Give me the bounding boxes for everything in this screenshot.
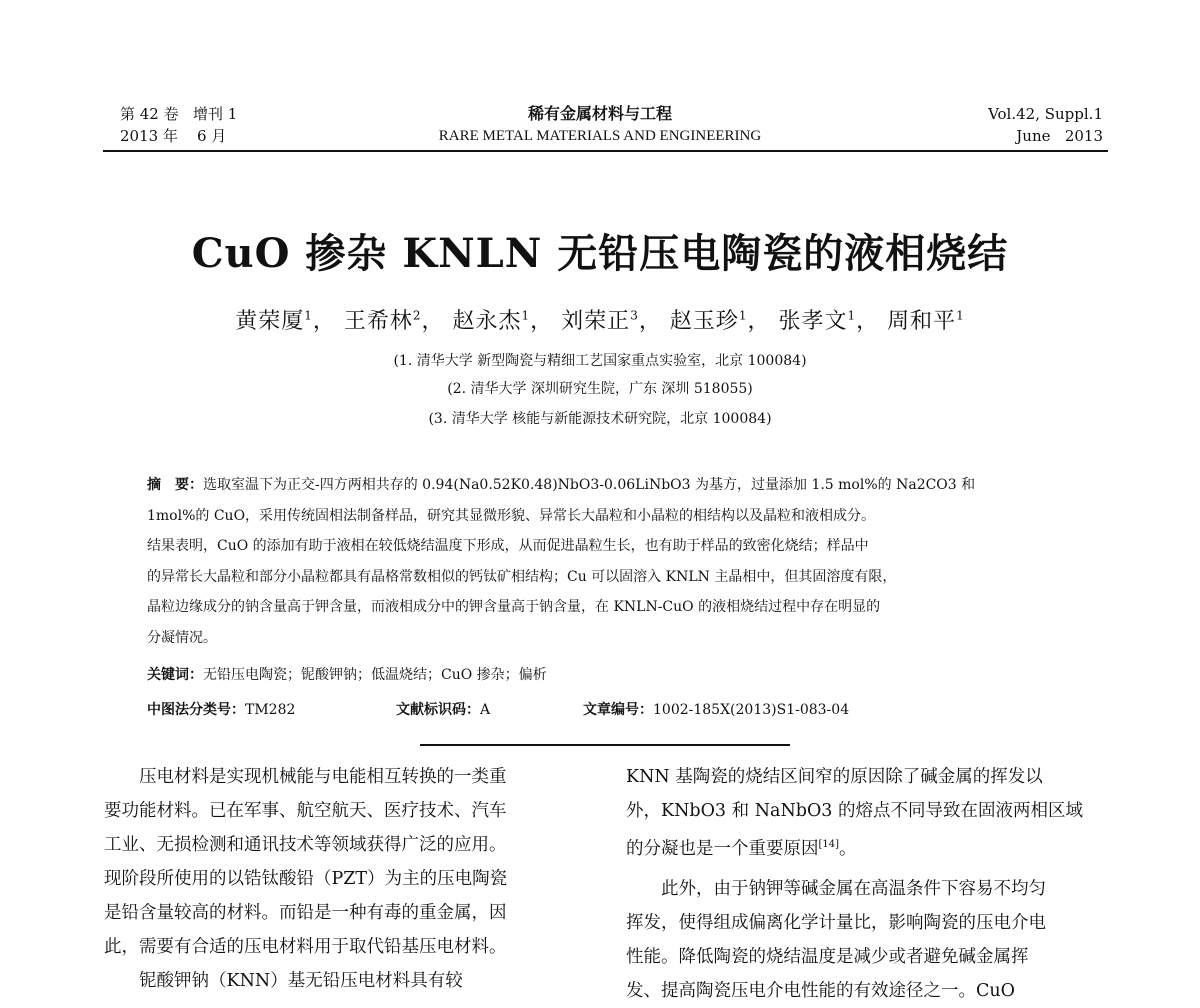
body-line: 要功能材料。已在军事、航空航天、医疗技术、汽车 — [104, 801, 507, 821]
body-line: 铌酸钾钠（KNN）基无铅压电材料具有较 — [139, 971, 463, 991]
header-rule — [103, 150, 1108, 152]
abstract-line: 选取室温下为正交-四方两相共存的 0.94(Na0.52K0.48)NbO3-0.06LiNbO3 为基方，过量添加 1.5 mol%的 Na2CO3 和 — [203, 477, 976, 493]
body-line: 的分凝也是一个重要原因[14]。 — [626, 838, 857, 859]
keywords — [147, 662, 547, 688]
journal-name-en: RARE METAL MATERIALS AND ENGINEERING — [438, 128, 762, 144]
body-line: KNN 基陶瓷的烧结区间窄的原因除了碱金属的挥发以 — [626, 767, 1043, 787]
date-en: June 2013 — [1016, 127, 1103, 145]
volume-en: Vol.42, Suppl.1 — [988, 105, 1103, 123]
clc-code: 中图法分类号：TM282 — [147, 702, 296, 718]
header-right — [988, 103, 1103, 147]
body-line: 性能。降低陶瓷的烧结温度是减少或者避免碱金属挥 — [626, 946, 1029, 967]
body-line: 外，KNbO3 和 NaNbO3 的熔点不同导致在固液两相区域 — [626, 801, 1083, 821]
body-line: 工业、无损检测和通讯技术等领域获得广泛的应用。 — [104, 835, 507, 855]
journal-name-cn: 稀有金属材料与工程 — [527, 104, 672, 123]
abstract-line: 1mol%的 CuO，采用传统固相法制备样品，研究其显微形貌、异常长大晶粒和小晶粒的相结构以及晶粒和液相成分。 — [147, 507, 876, 524]
abstract-line: 晶粒边缘成分的钠含量高于钾含量，而液相成分中的钾含量高于钠含量，在 KNLN-CuO 的液相烧结过程中存在明显的 — [147, 599, 881, 615]
citation-ref: [14] — [818, 839, 840, 850]
affiliation-1: (1. 清华大学 新型陶瓷与精细工艺国家重点实验室，北京 100084) — [393, 353, 807, 369]
abstract-label: 摘 要： — [147, 477, 203, 493]
body-left-column — [104, 760, 582, 998]
classification-line — [147, 697, 1060, 723]
affiliation-3: (3. 清华大学 核能与新能源技术研究院，北京 100084) — [428, 411, 772, 427]
author: 张孝文$^1$ — [778, 308, 857, 334]
author: 赵永杰$^1$ — [452, 308, 531, 334]
supplement-cn: 增刊 1 — [192, 105, 238, 123]
month-cn: 6 月 — [197, 127, 227, 145]
abstract-line: 分凝情况。 — [147, 629, 217, 646]
author: 刘荣正$^3$ — [561, 308, 639, 334]
body-line: 发、提高陶瓷压电介电性能的有效途径之一。CuO — [626, 980, 1016, 1001]
body-line: 是铅含量较高的材料。而铅是一种有毒的重金属，因 — [104, 903, 507, 923]
document-code: 文献标识码：A — [396, 702, 491, 718]
abstract-line: 结果表明，CuO 的添加有助于液相在较低烧结温度下形成，从而促进晶粒生长，也有助于样品的致密化烧结；样品中 — [147, 538, 869, 554]
author-list: 黄荣厦$^1$， 王希林$^2$， 赵永杰$^1$， 刘荣正$^3$， 赵玉珍$^1$， 张孝文$^1$， 周和平$^1$ — [235, 308, 965, 334]
author: 周和平$^1$ — [887, 308, 965, 334]
volume-cn: 第 42 卷 — [120, 105, 179, 123]
article-number: 文章编号：1002-185X(2013)S1-083-04 — [583, 702, 850, 718]
section-divider — [420, 744, 790, 746]
year-cn: 2013 年 — [120, 127, 178, 145]
body-line: 挥发，使得组成偏离化学计量比，影响陶瓷的压电介电 — [626, 912, 1046, 933]
author: 赵玉珍$^1$ — [669, 308, 748, 334]
keywords-text: 无铅压电陶瓷；铌酸钾钠；低温烧结；CuO 掺杂；偏析 — [203, 667, 547, 683]
body-line: 压电材料是实现机械能与电能相互转换的一类重 — [139, 767, 507, 787]
abstract-line: 的异常长大晶粒和部分小晶粒都具有晶格常数相似的钙钛矿相结构；Cu 可以固溶入 KNLN 主晶相中，但其固溶度有限， — [147, 568, 897, 585]
author: 黄荣厦$^1$ — [235, 308, 313, 334]
body-right-column — [626, 760, 1108, 1008]
keywords-label: 关键词： — [147, 667, 203, 683]
abstract — [147, 470, 1060, 653]
body-line: 现阶段所使用的以锆钛酸铅（PZT）为主的压电陶瓷 — [104, 869, 508, 889]
body-line: 此外，由于钠钾等碱金属在高温条件下容易不均匀 — [661, 878, 1046, 899]
affiliation-2: (2. 清华大学 深圳研究生院，广东 深圳 518055) — [447, 381, 753, 397]
body-line: 此，需要有合适的压电材料用于取代铅基压电材料。 — [104, 937, 507, 957]
author: 王希林$^2$ — [343, 308, 422, 334]
paper-title: CuO 掺杂 KNLN 无铅压电陶瓷的液相烧结 — [191, 230, 1009, 277]
